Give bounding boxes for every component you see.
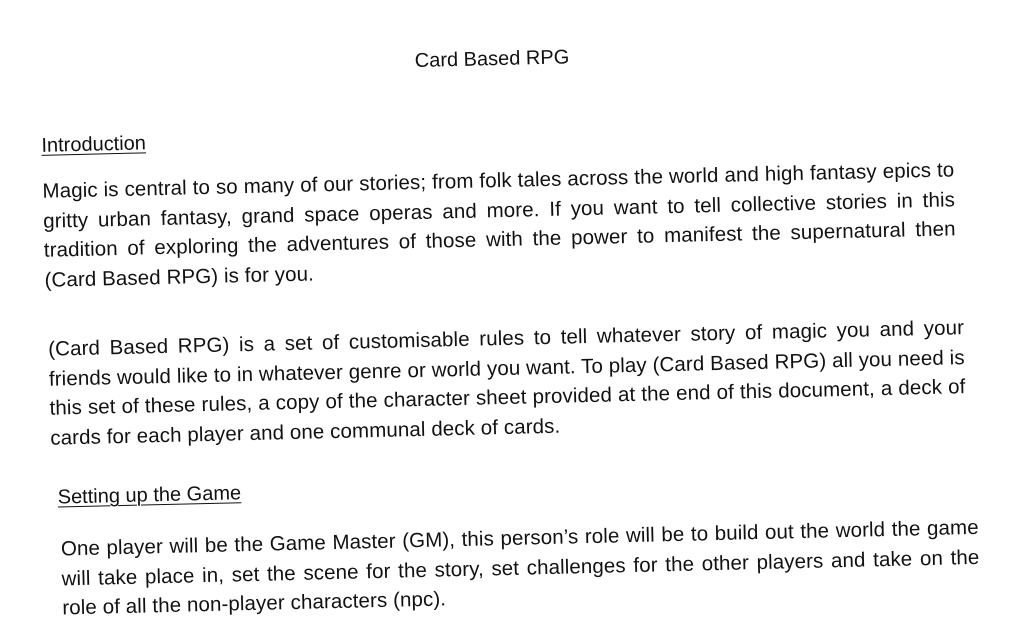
intro-paragraph-2: (Card Based RPG) is a set of customisable rules to tell whatever story of magic you and your friends would like to in whatever genre or world you want. To play (Card Based RPG) all you need is this set of these rules, a copy of the character sheet provided at the end of this document, a deck of cards for each player and one communal deck of cards. — [47, 316, 966, 450]
setup-paragraph-1: One player will be the Game Master (GM), this person’s role will be to build out the world the game will take place in, set the scene for the story, set challenges for the other players and take on the role of all the non-player characters (npc). — [60, 515, 980, 620]
document-title: Card Based RPG — [414, 46, 570, 72]
section-heading-setting-up: Setting up the Game — [57, 482, 242, 509]
intro-paragraph-1: Magic is central to so many of our stories; from folk tales across the world and high fantasy epics to gritty urban fantasy, grand space operas and more. If you want to tell collective stories in this tradition of exploring the adventures of those with the power to manifest the supernatural then (Card Based RPG) is for you. — [42, 158, 956, 292]
section-heading-introduction: Introduction — [41, 132, 147, 157]
